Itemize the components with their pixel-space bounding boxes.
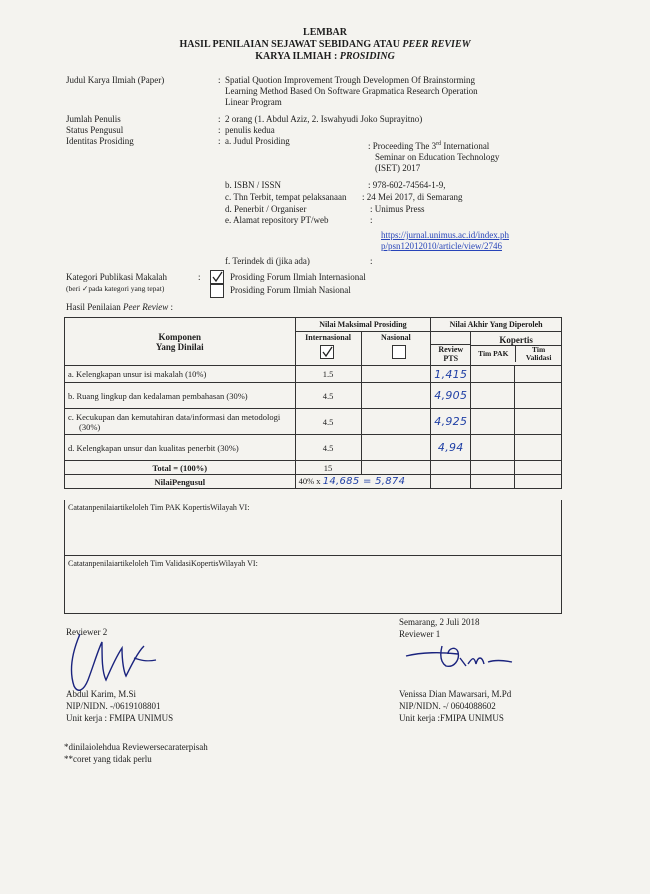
row-d-nasional	[361, 435, 431, 461]
table-nilai-row	[65, 475, 562, 489]
nilai-value	[295, 475, 431, 489]
judul-value-1: Spatial Quotion Improvement Trough Developmen Of Brainstorming	[225, 75, 475, 85]
row-b-nasional	[361, 383, 431, 409]
table-header-row-1	[65, 318, 562, 332]
row-a-label: a. Kelengkapan unsur isi makalah (10%)	[65, 366, 296, 383]
row-c-label: c. Kecukupan dan kemutahiran data/informasi dan metodologi (30%)	[65, 409, 296, 435]
reviewer2-title: Reviewer 2	[66, 627, 108, 637]
footnote-1: *dinilaiolehdua Reviewersecaraterpisah	[64, 742, 208, 752]
row-b-pts-value: 4,905	[434, 389, 468, 402]
judul-prosiding-line2: Seminar on Education Technology	[375, 152, 500, 162]
hasil-penilaian-label	[66, 302, 173, 313]
internasional-checkbox[interactable]	[320, 345, 334, 359]
nasional-checkbox[interactable]	[392, 345, 406, 359]
judul-prosiding-value	[368, 139, 563, 174]
header-line3-a: KARYA ILMIAH :	[255, 51, 340, 62]
row-c-nasional	[361, 409, 431, 435]
row-d-pts-value: 4,94	[437, 441, 464, 454]
hasil-label-c: :	[168, 302, 173, 312]
reviewer2-signature-icon	[66, 628, 166, 696]
status-label: Status Pengusul	[66, 125, 124, 135]
row-a-timvalidasi	[515, 366, 562, 383]
header-komponen-2: Yang Dinilai	[155, 341, 204, 352]
header-review-pts-2: PTS	[443, 354, 459, 363]
row-d-max: 4.5	[295, 435, 361, 461]
row-a-nasional	[361, 366, 431, 383]
header-tim-pak: Tim PAK	[471, 346, 516, 362]
repository-link-2[interactable]: p/psn12012010/article/view/2746	[381, 241, 502, 251]
header-nilai-maks: Nilai Maksimal Prosiding	[295, 318, 431, 332]
reviewer1-date: Semarang, 2 Juli 2018	[399, 617, 480, 627]
row-a-timpak	[471, 366, 515, 383]
notes-validasi-box	[64, 556, 562, 614]
kategori-nasional-label: Prosiding Forum Ilmiah Nasional	[230, 285, 351, 295]
footnote-2: **coret yang tidak perlu	[64, 754, 152, 764]
judul-prosiding-part1: : Proceeding The 3	[368, 141, 437, 151]
penerbit-value: : Unimus Press	[370, 204, 425, 214]
repository-link-1[interactable]: https://jurnal.unimus.ac.id/index.ph	[381, 230, 509, 240]
kopertis-sub	[471, 346, 561, 362]
row-a-pts	[431, 366, 471, 383]
check-icon	[321, 346, 333, 358]
tahun-value: : 24 Mei 2017, di Semarang	[362, 192, 463, 202]
row-c-max: 4.5	[295, 409, 361, 435]
header-tim-validasi	[516, 346, 561, 362]
table-row	[65, 366, 562, 383]
identitas-colon: :	[218, 136, 221, 146]
judul-prosiding-sup: rd	[436, 141, 442, 147]
judul-prosiding-line1	[368, 139, 563, 152]
row-d-label: d. Kelengkapan unsur dan kualitas penerbit (30%)	[65, 435, 296, 461]
row-b-pts	[431, 383, 471, 409]
row-c-pts	[431, 409, 471, 435]
table-total-row	[65, 461, 562, 475]
table-row	[65, 383, 562, 409]
total-pts	[431, 461, 471, 475]
row-b-timvalidasi	[515, 383, 562, 409]
header-line3	[0, 51, 650, 63]
judul-label: Judul Karya Ilmiah (Paper)	[66, 75, 165, 85]
total-label: Total = (100%)	[65, 461, 296, 475]
judul-value-2: Learning Method Based On Software Grapmatica Research Operation	[225, 86, 478, 96]
row-a-max: 1.5	[295, 366, 361, 383]
reviewer1-name: Venissa Dian Mawarsari, M.Pd	[399, 689, 512, 699]
table-row	[65, 435, 562, 461]
header-internasional	[295, 332, 361, 366]
notes-validasi-label: Catatanpenilaiartikeloleh Tim ValidasiKopertisWilayah VI:	[68, 559, 258, 568]
isbn-label: b. ISBN / ISSN	[225, 180, 282, 190]
row-c-timpak	[471, 409, 515, 435]
header-review-pts	[431, 332, 471, 366]
judul-prosiding-label: a. Judul Prosiding	[225, 136, 290, 146]
row-d-timpak	[471, 435, 515, 461]
reviewer2-name: Abdul Karim, M.Si	[66, 689, 137, 699]
nilai-timpak	[471, 475, 515, 489]
row-b-max: 4.5	[295, 383, 361, 409]
terindek-label: f. Terindek di (jika ada)	[225, 256, 310, 266]
nilai-pts	[431, 475, 471, 489]
total-nasional	[361, 461, 431, 475]
kategori-label: Kategori Publikasi Makalah	[66, 272, 167, 282]
kategori-internasional-checkbox[interactable]	[210, 270, 224, 284]
header-review-pts-1: Review	[438, 345, 464, 354]
header-kopertis-label: Kopertis	[471, 335, 561, 346]
judul-colon: :	[218, 75, 221, 85]
judul-value-3: Linear Program	[225, 97, 282, 107]
nasional-checkbox-wrap	[365, 342, 428, 358]
header-kopertis	[471, 332, 562, 366]
header-line1: LEMBAR	[303, 27, 347, 38]
internasional-checkbox-wrap	[299, 342, 358, 358]
header-komponen	[65, 318, 296, 366]
kategori-colon: :	[198, 272, 201, 282]
hasil-label-a: Hasil Penilaian	[66, 302, 123, 312]
kategori-nasional-checkbox[interactable]	[210, 284, 224, 298]
identitas-label: Identitas Prosiding	[66, 136, 134, 146]
header-nilai-akhir: Nilai Akhir Yang Diperoleh	[431, 318, 562, 332]
row-a-pts-value: 1,415	[434, 367, 468, 381]
header-tim-validasi-1: Tim	[532, 345, 546, 354]
table-row	[65, 409, 562, 435]
row-c-timvalidasi	[515, 409, 562, 435]
row-d-timvalidasi	[515, 435, 562, 461]
reviewer2-nip: NIP/NIDN. -/0619108801	[66, 701, 161, 711]
header-tim-validasi-2: Validasi	[525, 353, 552, 362]
total-timvalidasi	[515, 461, 562, 475]
judul-prosiding-part2: International	[441, 141, 490, 151]
nilai-timvalidasi	[515, 475, 562, 489]
nilai-label: NilaiPengusul	[65, 475, 296, 489]
repository-label: e. Alamat repository PT/web	[225, 215, 329, 225]
isbn-value: : 978-602-74564-1-9,	[368, 180, 446, 190]
header-line2-a: HASIL PENILAIAN SEJAWAT SEBIDANG ATAU	[179, 39, 403, 50]
kategori-internasional-label: Prosiding Forum Ilmiah Internasional	[230, 272, 366, 282]
tahun-label: c. Thn Terbit, tempat pelaksanaan	[225, 192, 347, 202]
terindek-colon: :	[370, 256, 373, 266]
reviewer1-title: Reviewer 1	[399, 629, 441, 639]
header-nasional	[361, 332, 431, 366]
review-pts-spacer	[431, 334, 470, 345]
header-line2-b: PEER REVIEW	[402, 39, 471, 50]
nilai-prefix: 40% x	[298, 476, 321, 486]
row-b-timpak	[471, 383, 515, 409]
notes-pak-label: Catatanpenilaiartikeloleh Tim PAK KopertisWilayah VI:	[68, 503, 250, 512]
total-value: 15	[295, 461, 361, 475]
reviewer1-signature-icon	[402, 640, 522, 674]
row-d-pts	[431, 435, 471, 461]
check-icon	[211, 271, 223, 283]
jumlah-value: 2 orang (1. Abdul Aziz, 2. Iswahyudi Joko Suprayitno)	[225, 114, 423, 124]
row-c-pts-value: 4,925	[434, 415, 468, 428]
header-komponen-1: Komponen	[158, 331, 202, 342]
jumlah-label: Jumlah Penulis	[66, 114, 121, 124]
status-value: penulis kedua	[225, 125, 275, 135]
header-line3-b: PROSIDING	[339, 51, 395, 62]
total-timpak	[471, 461, 515, 475]
header-internasional-label: Internasional	[305, 333, 351, 342]
repository-colon: :	[370, 215, 373, 225]
header-line2	[0, 39, 650, 51]
header-nasional-label: Nasional	[380, 333, 411, 342]
row-b-label: b. Ruang lingkup dan kedalaman pembahasan (30%)	[65, 383, 296, 409]
score-table	[64, 317, 562, 489]
penerbit-label: d. Penerbit / Organiser	[225, 204, 307, 214]
reviewer2-unit: Unit kerja : FMIPA UNIMUS	[66, 713, 174, 723]
kategori-hint: (beri ✓pada kategori yang tepat)	[66, 284, 165, 293]
judul-prosiding-line3: (ISET) 2017	[375, 163, 421, 173]
status-colon: :	[218, 125, 221, 135]
reviewer1-nip: NIP/NIDN. -/ 0604088602	[399, 701, 496, 711]
notes-pak-box	[64, 500, 562, 556]
hasil-label-b: Peer Review	[123, 302, 169, 312]
reviewer1-unit: Unit kerja :FMIPA UNIMUS	[399, 713, 504, 723]
nilai-hand: 14,685 = 5,874	[322, 476, 406, 487]
jumlah-colon: :	[218, 114, 221, 124]
